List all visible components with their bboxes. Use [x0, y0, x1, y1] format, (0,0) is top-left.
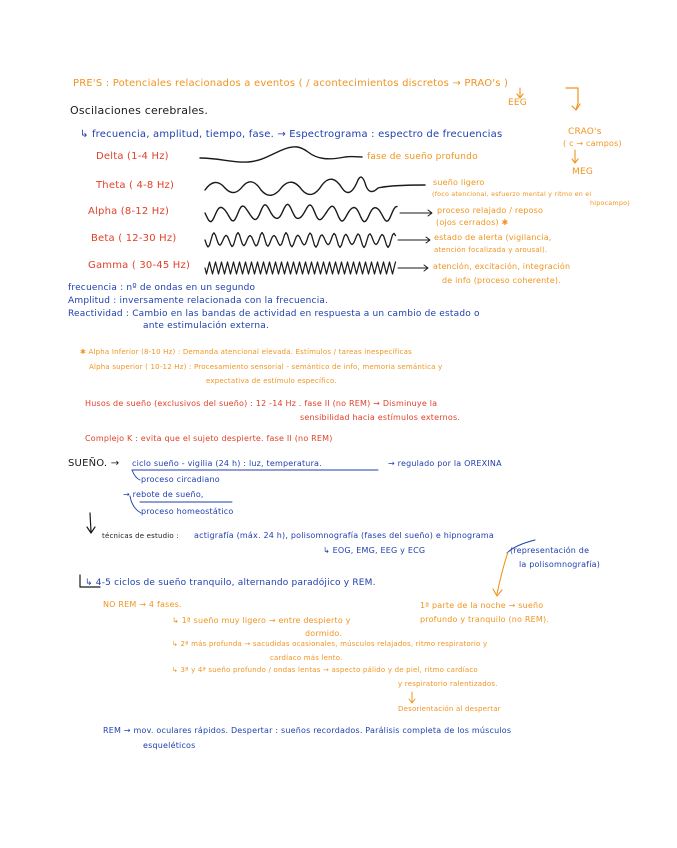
pres-arrow-head-icon: [572, 104, 580, 110]
beta-note-2: atención focalizada y arousal).: [434, 246, 548, 254]
orexina: → regulado por la OREXINA: [388, 459, 502, 468]
def-amplitud: Amplitud : inversamente relacionada con la frecuencia.: [68, 296, 329, 306]
def-reactividad-1: Reactividad : Cambio en las bandas de actividad en respuesta a un cambio de estado o: [68, 309, 480, 319]
alpha-wave-icon: [205, 204, 397, 221]
praos-label: CRAO's: [568, 127, 602, 137]
rem-2: esqueléticos: [143, 741, 196, 750]
page-title: Oscilaciones cerebrales.: [70, 104, 209, 117]
complejo-k: Complejo K : evita que el sujeto despierte. fase II (no REM): [85, 434, 333, 443]
ciclo-brace-icon: [132, 470, 140, 480]
theta-note-1: sueño ligero: [433, 178, 485, 187]
alpha-note-2: (ojos cerrados) ✱: [436, 218, 509, 227]
praos-sub: ( c → campos): [563, 139, 622, 148]
delta-note: fase de sueño profundo: [367, 152, 478, 162]
gamma-note-2: de info (proceso coherente).: [442, 276, 561, 285]
fase-3-b: y respiratorio ralentizados.: [398, 680, 498, 688]
representacion-2: la polisomnografía): [519, 560, 601, 569]
ciclo-sueno: ciclo sueño - vigilia (24 h) : luz, temperatura.: [132, 459, 322, 468]
intro-line: ↳ frecuencia, amplitud, tiempo, fase. → Espectrograma : espectro de frecuencias: [80, 129, 503, 140]
eeg-arrow-icon: [517, 88, 523, 98]
beta-label: Beta ( 12-30 Hz): [91, 233, 177, 244]
delta-label: Delta (1-4 Hz): [96, 151, 169, 162]
alpha-superior-1: Alpha superior ( 10-12 Hz) : Procesamiento sensorial - semántico de info, memoria semántica y: [89, 363, 443, 371]
alpha-inferior: ✱ Alpha Inferior (8-10 Hz) : Demanda atencional elevada. Estímulos / tareas inespecíficas: [80, 348, 412, 356]
desorientacion: Desorientación al despertar: [398, 705, 501, 713]
rebote-brace-icon: [130, 496, 141, 513]
gamma-wave-icon: [205, 262, 396, 274]
tecnicas-line-1: actigrafía (máx. 24 h), polisomnografía (fases del sueño) e hipnograma: [194, 531, 495, 540]
theta-label: Theta ( 4-8 Hz): [96, 180, 175, 191]
eeg-label: EEG: [508, 98, 527, 108]
beta-arrow-icon: [398, 237, 430, 243]
desorientacion-arrow-icon: [409, 692, 415, 703]
tecnicas-label: técnicas de estudio :: [102, 532, 179, 540]
sueno-label: SUEÑO. →: [68, 458, 120, 469]
husos-1: Husos de sueño (exclusivos del sueño) : 12 -14 Hz . fase II (no REM) → Disminuye la: [85, 399, 438, 408]
husos-2: sensibilidad hacia estímulos externos.: [300, 413, 461, 422]
def-reactividad-2: ante estimulación externa.: [143, 321, 270, 331]
parte-noche-2: profundo y tranquilo (no REM).: [420, 615, 550, 624]
ciclos-arrow-icon: [80, 575, 100, 587]
rem-1: REM → mov. oculares rápidos. Despertar : sueños recordados. Parálisis completa de los músculos: [103, 726, 512, 735]
pres-line: PRE'S : Potenciales relacionados a eventos ( / acontecimientos discretos → PRAO's ): [73, 78, 509, 89]
parte-noche-1: 1ª parte de la noche → sueño: [420, 601, 544, 610]
hipnograma-arrow-icon: [507, 540, 535, 553]
gamma-note-1: atención, excitación, integración: [433, 262, 571, 271]
proceso-circadiano: proceso circadiano: [141, 475, 220, 484]
theta-note-2: (foco atencional, esfuerzo mental y ritmo en el: [432, 190, 592, 198]
alpha-label: Alpha (8-12 Hz): [88, 206, 170, 217]
theta-wave-icon: [205, 177, 425, 195]
gamma-arrow-icon: [398, 265, 428, 271]
proceso-homeostatico: proceso homeostático: [141, 507, 234, 516]
def-frecuencia: frecuencia : nº de ondas en un segundo: [68, 283, 256, 293]
fase-2-b: cardíaco más lento.: [270, 654, 343, 662]
ciclos-main: ↳ 4-5 ciclos de sueño tranquilo, alternando paradójico y REM.: [85, 578, 376, 588]
alpha-arrow-icon: [400, 210, 432, 216]
theta-note-3: hipocampo): [590, 199, 630, 207]
fase-1-b: dormido.: [305, 629, 343, 638]
rebote-sueno: → rebote de sueño,: [123, 490, 204, 499]
fase-3-a: ↳ 3ª y 4ª sueño profundo / ondas lentas → aspecto pálido y de piel, ritmo cardíaco: [172, 666, 478, 674]
fase-1-a: ↳ 1ª sueño muy ligero → entre despierto y: [172, 616, 351, 625]
fase-2-a: ↳ 2ª más profunda → sacudidas ocasionales, músculos relajados, ritmo respiratorio y: [172, 640, 488, 648]
noche-arrow-icon: [497, 552, 508, 594]
beta-wave-icon: [205, 233, 396, 248]
beta-note-1: estado de alerta (vigilancia,: [434, 233, 552, 242]
alpha-superior-2: expectativa de estímulo específico.: [206, 377, 337, 385]
meg-label: MEG: [572, 167, 594, 177]
meg-arrow-icon: [572, 150, 578, 163]
tecnicas-line-2: ↳ EOG, EMG, EEG y ECG: [323, 546, 426, 555]
delta-wave-icon: [200, 147, 362, 162]
gamma-label: Gamma ( 30-45 Hz): [88, 260, 191, 271]
tecnicas-down-arrow-icon: [87, 513, 95, 533]
alpha-note-1: proceso relajado / reposo: [437, 206, 544, 215]
no-rem-label: NO REM → 4 fases.: [103, 600, 182, 609]
representacion-1: (representación de: [510, 546, 590, 555]
